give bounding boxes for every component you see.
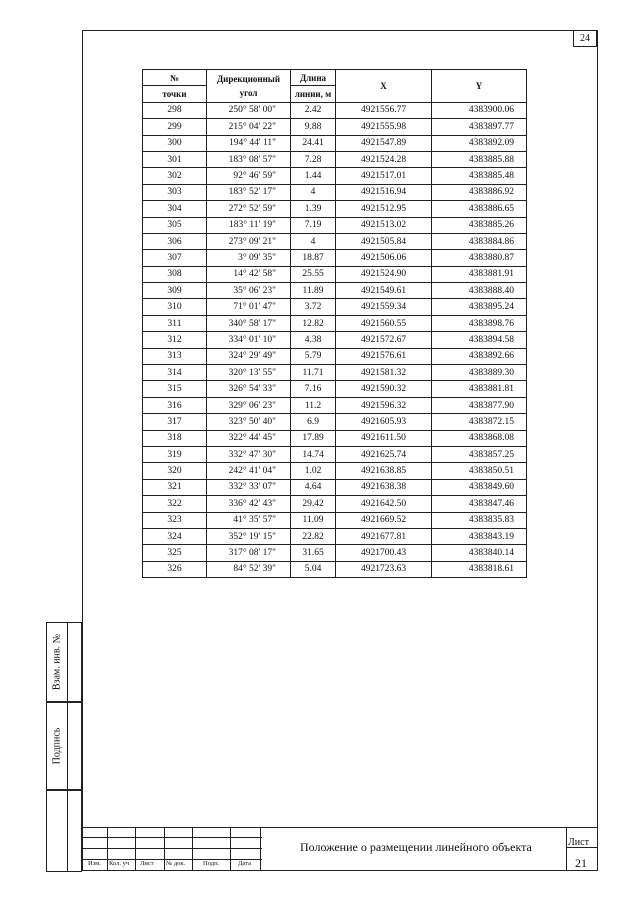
podpis-cell (46, 702, 68, 790)
cell-length: 4 (291, 233, 336, 249)
table-row (143, 463, 527, 479)
inv-value-cell (68, 790, 82, 872)
table-row (143, 217, 527, 233)
cell-angle: 317° 08' 17" (207, 545, 291, 561)
cell-x: 4921512.95 (336, 201, 432, 217)
cell-angle: 322° 44' 45" (207, 430, 291, 446)
cell-y: 4383885.26 (432, 217, 527, 233)
cell-y: 4383881.81 (432, 381, 527, 397)
cell-x: 4921517.01 (336, 168, 432, 184)
cell-x: 4921669.52 (336, 512, 432, 528)
table-row (143, 414, 527, 430)
cell-x: 4921560.55 (336, 315, 432, 331)
cell-y: 4383843.19 (432, 528, 527, 544)
cell-y: 4383885.88 (432, 151, 527, 167)
cell-y: 4383894.58 (432, 332, 527, 348)
cell-num: 321 (143, 479, 207, 495)
cell-angle: 92° 46' 59" (207, 168, 291, 184)
cell-length: 1.44 (291, 168, 336, 184)
cell-length: 3.72 (291, 299, 336, 315)
table-row (143, 348, 527, 364)
cell-x: 4921547.89 (336, 135, 432, 151)
cell-x: 4921638.85 (336, 463, 432, 479)
table-row (143, 299, 527, 315)
cell-angle: 3° 09' 35" (207, 250, 291, 266)
cell-y: 4383840.14 (432, 545, 527, 561)
cell-angle: 84° 52' 39" (207, 561, 291, 577)
cell-y: 4383872.15 (432, 414, 527, 430)
cell-num: 305 (143, 217, 207, 233)
cell-length: 4 (291, 184, 336, 200)
table-row (143, 430, 527, 446)
cell-angle: 324° 29' 49" (207, 348, 291, 364)
cell-length: 29.42 (291, 496, 336, 512)
table-row (143, 561, 527, 577)
cell-num: 301 (143, 151, 207, 167)
cell-num: 302 (143, 168, 207, 184)
cell-x: 4921556.77 (336, 102, 432, 118)
cell-length: 2.42 (291, 102, 336, 118)
cell-length: 6.9 (291, 414, 336, 430)
cell-angle: 273° 09' 21" (207, 233, 291, 249)
table-row (143, 512, 527, 528)
cell-angle: 326° 54' 33" (207, 381, 291, 397)
table-row (143, 102, 527, 118)
cell-x: 4921549.61 (336, 283, 432, 299)
cell-length: 9.88 (291, 119, 336, 135)
cell-angle: 183° 52' 17" (207, 184, 291, 200)
page-number: 24 (573, 30, 597, 47)
cell-x: 4921581.32 (336, 365, 432, 381)
cell-angle: 250° 58' 00" (207, 102, 291, 118)
vzam-cell (46, 622, 68, 702)
cell-num: 310 (143, 299, 207, 315)
cell-num: 324 (143, 528, 207, 544)
header-y: Y (432, 70, 527, 103)
cell-num: 323 (143, 512, 207, 528)
cell-length: 11.09 (291, 512, 336, 528)
header-num-label: точки (143, 86, 207, 102)
cell-x: 4921559.34 (336, 299, 432, 315)
inv-cell (46, 790, 68, 872)
cell-angle: 323° 50' 40" (207, 414, 291, 430)
cell-angle: 272° 52' 59" (207, 201, 291, 217)
coordinates-table (142, 69, 527, 578)
cell-y: 4383898.76 (432, 315, 527, 331)
cell-y: 4383886.65 (432, 201, 527, 217)
cell-num: 314 (143, 365, 207, 381)
table-row (143, 446, 527, 462)
cell-x: 4921516.94 (336, 184, 432, 200)
vzam-value-cell (68, 622, 82, 702)
cell-x: 4921524.90 (336, 266, 432, 282)
cell-y: 4383889.30 (432, 365, 527, 381)
cell-num: 308 (143, 266, 207, 282)
cell-y: 4383895.24 (432, 299, 527, 315)
cell-y: 4383850.51 (432, 463, 527, 479)
table-row (143, 266, 527, 282)
cell-y: 4383868.08 (432, 430, 527, 446)
cell-x: 4921576.61 (336, 348, 432, 364)
cell-length: 22.82 (291, 528, 336, 544)
cell-num: 313 (143, 348, 207, 364)
cell-num: 311 (143, 315, 207, 331)
cell-angle: 183° 08' 57" (207, 151, 291, 167)
table-row (143, 381, 527, 397)
cell-length: 11.89 (291, 283, 336, 299)
cell-y: 4383884.86 (432, 233, 527, 249)
cell-angle: 35° 06' 23" (207, 283, 291, 299)
cell-length: 18.87 (291, 250, 336, 266)
table-row (143, 119, 527, 135)
table-row (143, 250, 527, 266)
cell-x: 4921723.63 (336, 561, 432, 577)
table-row (143, 545, 527, 561)
cell-num: 306 (143, 233, 207, 249)
cell-x: 4921642.50 (336, 496, 432, 512)
cell-y: 4383818.61 (432, 561, 527, 577)
sheet-number: 21 (575, 856, 587, 870)
cell-length: 5.79 (291, 348, 336, 364)
stamp-kol-uch: Кол. уч (109, 860, 130, 867)
cell-num: 316 (143, 397, 207, 413)
cell-num: 298 (143, 102, 207, 118)
table-row (143, 479, 527, 495)
cell-y: 4383877.90 (432, 397, 527, 413)
header-length-bottom: линии, м (291, 86, 336, 102)
document-title: Положение о размещении линейного объекта (300, 840, 532, 854)
cell-angle: 336° 42' 43" (207, 496, 291, 512)
table-body (143, 102, 527, 577)
stamp-no-dok: № док. (166, 860, 186, 867)
header-x: X (336, 70, 432, 103)
cell-y: 4383885.48 (432, 168, 527, 184)
cell-x: 4921625.74 (336, 446, 432, 462)
cell-length: 4.38 (291, 332, 336, 348)
cell-num: 315 (143, 381, 207, 397)
cell-x: 4921638.38 (336, 479, 432, 495)
table-row (143, 201, 527, 217)
table-row (143, 315, 527, 331)
cell-y: 4383900.06 (432, 102, 527, 118)
cell-num: 320 (143, 463, 207, 479)
cell-length: 31.65 (291, 545, 336, 561)
cell-angle: 329° 06' 23" (207, 397, 291, 413)
cell-num: 325 (143, 545, 207, 561)
stamp-izm: Изм. (88, 860, 101, 867)
cell-num: 300 (143, 135, 207, 151)
cell-y: 4383881.91 (432, 266, 527, 282)
stamp-list: Лист (140, 860, 154, 867)
cell-angle: 340° 58' 17" (207, 315, 291, 331)
cell-length: 7.28 (291, 151, 336, 167)
cell-x: 4921590.32 (336, 381, 432, 397)
header-angle: Дирекционный угол (207, 70, 291, 103)
cell-angle: 332° 33' 07" (207, 479, 291, 495)
cell-length: 1.02 (291, 463, 336, 479)
header-length-top: Длина (291, 70, 336, 86)
cell-num: 304 (143, 201, 207, 217)
cell-angle: 183° 11' 19" (207, 217, 291, 233)
cell-length: 14.74 (291, 446, 336, 462)
cell-angle: 41° 35' 57" (207, 512, 291, 528)
sheet-label: Лист (568, 837, 589, 848)
cell-num: 303 (143, 184, 207, 200)
cell-y: 4383849.60 (432, 479, 527, 495)
cell-length: 17.89 (291, 430, 336, 446)
cell-x: 4921506.06 (336, 250, 432, 266)
table-row (143, 496, 527, 512)
table-row (143, 283, 527, 299)
table-row (143, 233, 527, 249)
cell-length: 25.55 (291, 266, 336, 282)
table-row (143, 135, 527, 151)
cell-length: 12.82 (291, 315, 336, 331)
cell-angle: 334° 01' 10" (207, 332, 291, 348)
cell-angle: 242° 41' 04" (207, 463, 291, 479)
podpis-value-cell (68, 702, 82, 790)
table-row (143, 365, 527, 381)
header-num-sign: № (143, 70, 207, 86)
podpis-label: Подпись (51, 727, 63, 765)
cell-x: 4921611.50 (336, 430, 432, 446)
cell-num: 307 (143, 250, 207, 266)
cell-y: 4383886.92 (432, 184, 527, 200)
cell-y: 4383892.09 (432, 135, 527, 151)
cell-x: 4921505.84 (336, 233, 432, 249)
cell-x: 4921513.02 (336, 217, 432, 233)
cell-num: 317 (143, 414, 207, 430)
table-row (143, 528, 527, 544)
cell-num: 319 (143, 446, 207, 462)
cell-angle: 71° 01' 47" (207, 299, 291, 315)
cell-num: 312 (143, 332, 207, 348)
cell-angle: 14° 42' 58" (207, 266, 291, 282)
cell-x: 4921700.43 (336, 545, 432, 561)
cell-angle: 352° 19' 15" (207, 528, 291, 544)
cell-x: 4921524.28 (336, 151, 432, 167)
cell-x: 4921596.32 (336, 397, 432, 413)
cell-length: 11.2 (291, 397, 336, 413)
cell-y: 4383847.46 (432, 496, 527, 512)
cell-length: 7.16 (291, 381, 336, 397)
cell-num: 299 (143, 119, 207, 135)
stamp-podp: Подп. (203, 860, 220, 867)
cell-length: 24.41 (291, 135, 336, 151)
cell-length: 11.71 (291, 365, 336, 381)
cell-num: 309 (143, 283, 207, 299)
table-row (143, 397, 527, 413)
cell-length: 7.19 (291, 217, 336, 233)
cell-angle: 215° 04' 22" (207, 119, 291, 135)
side-strip (46, 622, 68, 872)
cell-angle: 320° 13' 55" (207, 365, 291, 381)
table-row (143, 332, 527, 348)
cell-num: 318 (143, 430, 207, 446)
cell-x: 4921605.93 (336, 414, 432, 430)
cell-length: 1.39 (291, 201, 336, 217)
cell-angle: 332° 47' 30" (207, 446, 291, 462)
cell-x: 4921572.67 (336, 332, 432, 348)
cell-num: 322 (143, 496, 207, 512)
table-row (143, 168, 527, 184)
stamp-data: Дата (238, 860, 251, 867)
table-row (143, 151, 527, 167)
cell-length: 5.04 (291, 561, 336, 577)
cell-length: 4.64 (291, 479, 336, 495)
cell-x: 4921677.81 (336, 528, 432, 544)
cell-x: 4921555.98 (336, 119, 432, 135)
vzam-label: Взам. инв. № (51, 633, 63, 691)
cell-y: 4383835.83 (432, 512, 527, 528)
cell-num: 326 (143, 561, 207, 577)
table-row (143, 184, 527, 200)
cell-y: 4383888.40 (432, 283, 527, 299)
cell-y: 4383880.87 (432, 250, 527, 266)
cell-angle: 194° 44' 11" (207, 135, 291, 151)
cell-y: 4383892.66 (432, 348, 527, 364)
cell-y: 4383897.77 (432, 119, 527, 135)
cell-y: 4383857.25 (432, 446, 527, 462)
